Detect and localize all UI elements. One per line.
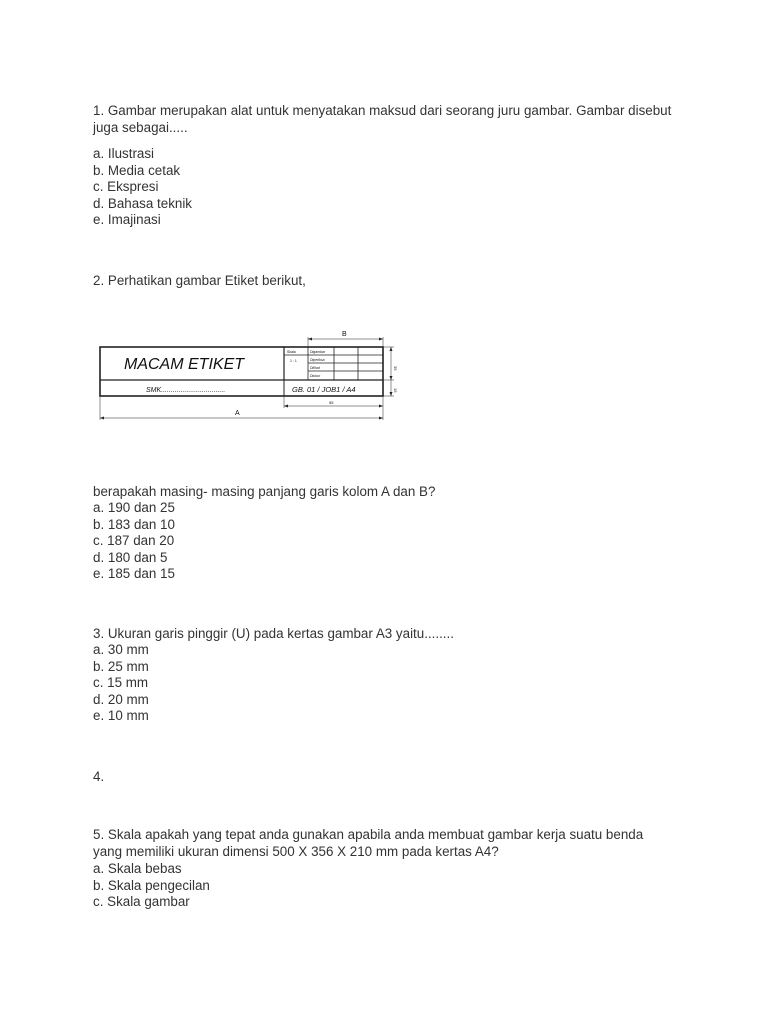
dimension-small-label: 55	[329, 400, 334, 405]
option-e: e. Imajinasi	[93, 212, 161, 228]
option-c: c. 15 mm	[93, 675, 149, 691]
question-2-followup: berapakah masing- masing panjang garis kolom A dan B?	[93, 484, 436, 499]
cell-skala: Skala	[287, 350, 296, 354]
question-4-text: 4.	[93, 769, 105, 784]
etiket-drawing	[96, 326, 406, 426]
option-c: c. 187 dan 20	[93, 533, 175, 549]
cell-dilihat: Dilihat	[310, 366, 320, 370]
option-c: c. Ekspresi	[93, 179, 159, 195]
option-b: b. 183 dan 10	[93, 516, 175, 532]
question-2-options	[93, 500, 175, 583]
question-2-text: 2. Perhatikan gambar Etiket berikut,	[93, 273, 306, 288]
etiket-title: MACAM ETIKET	[124, 356, 245, 373]
option-e: e. 10 mm	[93, 708, 149, 724]
dimension-a-label: A	[235, 410, 240, 417]
cell-ratio: 1 : 1	[290, 359, 297, 363]
option-d: d. 180 dan 5	[93, 549, 168, 565]
etiket-code: GB. 01 / JOB1 / A4	[292, 385, 356, 394]
etiket-figure	[96, 326, 406, 431]
dimension-b-label: B	[342, 331, 347, 338]
etiket-school: SMK.................................	[146, 387, 226, 394]
cell-diperiksa: Diperiksa	[310, 358, 325, 362]
option-b: b. Media cetak	[93, 162, 181, 178]
dimension-right-label-2: 15	[393, 388, 398, 393]
dimension-right-label-1: 35	[393, 366, 398, 371]
cell-diukur: Diukur	[310, 374, 321, 378]
question-5-text: 5. Skala apakah yang tepat anda gunakan apabila anda membuat gambar kerja suatu benda yang memiliki ukuran dimensi 500 X 356 X 210 mm pada kertas A4?	[93, 827, 644, 859]
option-e: e. 185 dan 15	[93, 566, 175, 582]
option-d: d. Bahasa teknik	[93, 195, 193, 211]
option-a: a. Skala bebas	[93, 861, 182, 876]
question-3-text: 3. Ukuran garis pinggir (U) pada kertas gambar A3 yaitu........	[93, 626, 454, 641]
option-b: b. 25 mm	[93, 658, 149, 674]
question-3-options	[93, 642, 149, 725]
question-1-options	[93, 146, 192, 229]
cell-digambar: Digambar	[310, 350, 326, 354]
option-d: d. 20 mm	[93, 691, 149, 707]
option-c: c. Skala gambar	[93, 894, 190, 910]
option-a: a. 30 mm	[93, 642, 149, 657]
question-5-options	[93, 861, 210, 911]
option-a: a. Ilustrasi	[93, 146, 155, 161]
question-1-text: 1. Gambar merupakan alat untuk menyatakan maksud dari seorang juru gambar. Gambar disebut juga sebagai.....	[93, 103, 672, 135]
option-b: b. Skala pengecilan	[93, 877, 210, 893]
option-a: a. 190 dan 25	[93, 500, 175, 515]
